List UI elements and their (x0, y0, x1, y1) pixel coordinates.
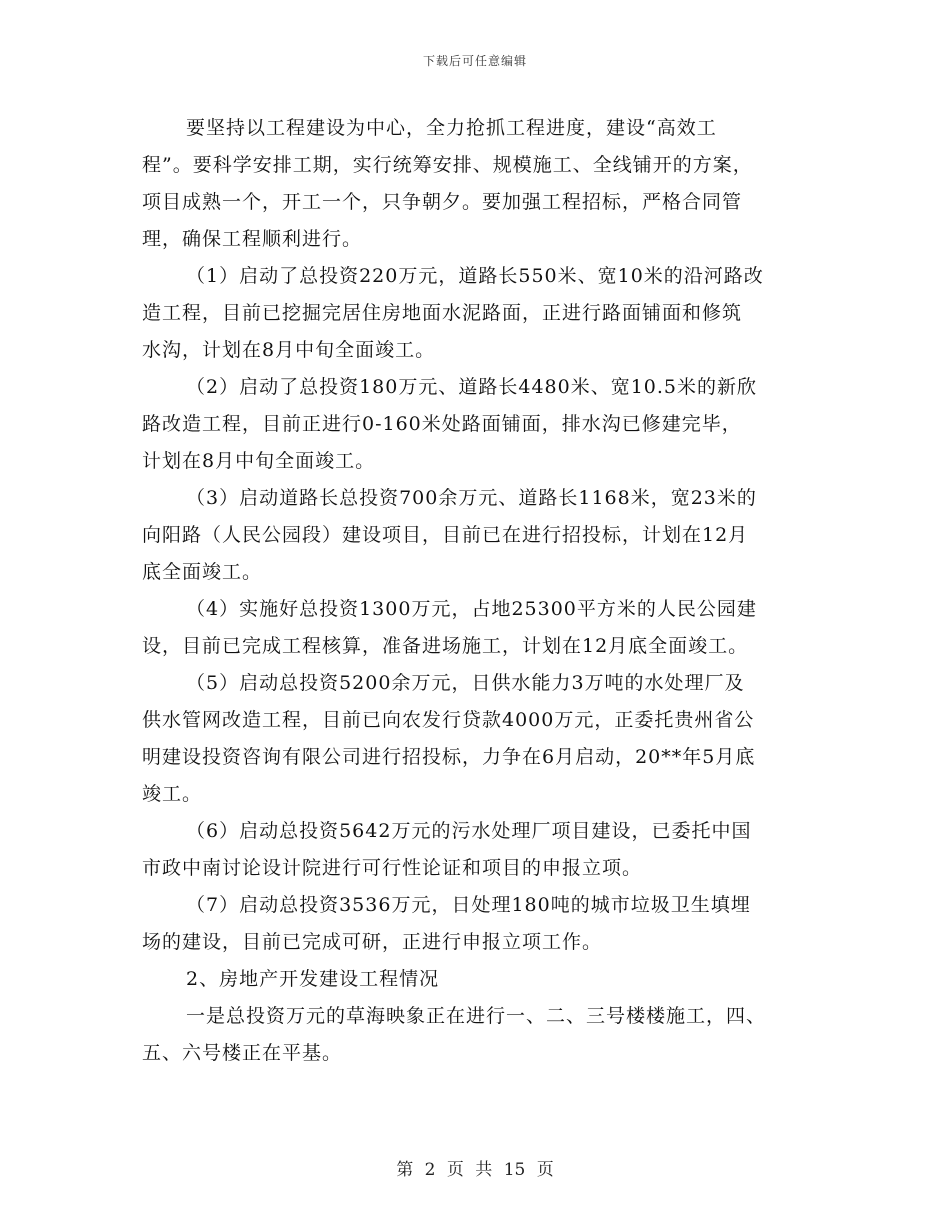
page-number-footer: 第 2 页 共 15 页 (396, 1160, 554, 1180)
text-line: 计划在8月中旬全面竣工。 (142, 450, 376, 472)
text-line: 设，目前已完成工程核算，准备进场施工，计划在12月底全面竣工。 (142, 635, 749, 657)
text-line: （1）启动了总投资220万元，道路长550米、宽10米的沿河路改 (186, 265, 764, 287)
paragraph (142, 998, 814, 1072)
text-line: 2、房地产开发建设工程情况 (186, 968, 440, 990)
text-line: 明建设投资咨询有限公司进行招投标，力争在6月启动，20**年5月底 (142, 746, 756, 768)
document-body (142, 110, 814, 1072)
text-line: （5）启动总投资5200余万元，日供水能力3万吨的水处理厂及 (186, 672, 745, 694)
paragraph (142, 369, 814, 480)
text-line: 场的建设，目前已完成可研，正进行申报立项工作。 (142, 931, 603, 953)
text-line: 理，确保工程顺利进行。 (142, 228, 363, 250)
text-line: （3）启动道路长总投资700余万元、道路长1168米，宽23米的 (186, 487, 757, 509)
text-line: 五、六号楼正在平基。 (142, 1042, 343, 1064)
text-line: 底全面竣工。 (142, 561, 263, 583)
text-line: （2）启动了总投资180万元、道路长4480米、宽10.5米的新欣 (186, 376, 758, 398)
paragraph (142, 887, 814, 961)
text-line: 要坚持以工程建设为中心，全力抢抓工程进度，建设“高效工 (186, 117, 717, 139)
text-line: 市政中南讨论设计院进行可行性论证和项目的申报立项。 (142, 857, 643, 879)
text-line: 水沟，计划在8月中旬全面竣工。 (142, 339, 436, 361)
text-line: 路改造工程，目前正进行0-160米处路面铺面，排水沟已修建完毕， (142, 413, 742, 435)
text-line: 供水管网改造工程，目前已向农发行贷款4000万元，正委托贵州省公 (142, 709, 755, 731)
paragraph (142, 480, 814, 591)
paragraph (142, 110, 814, 258)
text-line: （4）实施好总投资1300万元，占地25300平方米的人民公园建 (186, 598, 757, 620)
text-line: 程”。要科学安排工期，实行统筹安排、规模施工、全线铺开的方案， (142, 154, 753, 176)
text-line: 造工程，目前已挖掘完居住房地面水泥路面，正进行路面铺面和修筑 (142, 302, 743, 324)
paragraph (142, 961, 814, 998)
text-line: （6）启动总投资5642万元的污水处理厂项目建设，已委托中国 (186, 820, 752, 842)
text-line: 向阳路（人民公园段）建设项目，目前已在进行招投标，计划在12月 (142, 524, 749, 546)
text-line: （7）启动总投资3536万元，日处理180吨的城市垃圾卫生填埋 (186, 894, 751, 916)
text-line: 项目成熟一个，开工一个，只争朝夕。要加强工程招标，严格合同管 (142, 191, 743, 213)
paragraph (142, 591, 814, 665)
paragraph (142, 258, 814, 369)
paragraph (142, 665, 814, 813)
paragraph (142, 813, 814, 887)
text-line: 一是总投资万元的草海映象正在进行一、二、三号楼楼施工，四、 (186, 1005, 767, 1027)
page-header: 下载后可任意编辑 (422, 54, 527, 68)
text-line: 竣工。 (142, 783, 203, 805)
